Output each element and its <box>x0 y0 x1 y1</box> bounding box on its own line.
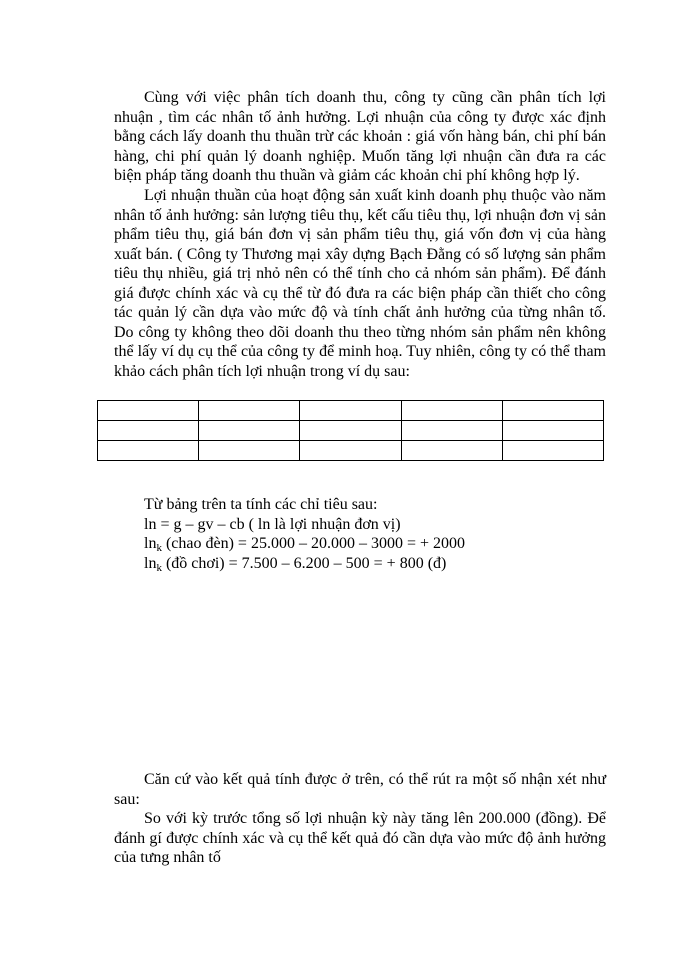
calc-lamp-profit <box>144 534 584 554</box>
table-cell <box>300 401 401 421</box>
table-cell <box>502 441 603 461</box>
table-row <box>98 441 604 461</box>
table-cell <box>300 421 401 441</box>
table-cell <box>98 401 199 421</box>
calc-toy-symbol: ln <box>144 554 157 572</box>
calc-toy-subscript: k <box>156 561 162 574</box>
unit-profit-formula: ln = g – gv – cb ( ln là lợi nhuận đơn vị) <box>144 515 401 533</box>
table-cell <box>199 421 300 441</box>
table-cell <box>199 401 300 421</box>
calc-lamp-symbol: ln <box>144 535 157 552</box>
table-row <box>98 421 604 441</box>
paragraph-profit-factors: Lợi nhuận thuần của hoạt động sản xuất kinh doanh phụ thuộc vào năm nhân tố ảnh hưởng: sản lượng tiêu thụ, kết cấu tiêu thụ, lợi nhuận đơn vị sản phẩm tiêu thụ, giá bán đơn vị sản phẩm tiêu thụ, giá vốn đơn vị của hàng xuất bán. ( Công ty Thương mại xây dựng Bạch Đằng có số lượng sản phẩm tiêu thụ nhiều, giá trị nhỏ nên có thể tính cho cả nhóm sản phẩm). Để đánh giá được chính xác và cụ thể từ đó đưa ra các biện pháp cần thiết cho công tác quản lý cần dựa vào mức độ và tính chất ảnh hưởng của từng nhân tố. Do công ty không theo dõi doanh thu theo từng nhóm sản phẩm nên không thể lấy ví dụ cụ thể của công ty để minh hoạ. Tuy nhiên, công ty có thể tham khảo cách phân tích lợi nhuận trong ví dụ sau: <box>114 187 606 380</box>
calculation-block <box>144 495 584 573</box>
table-cell <box>300 441 401 461</box>
calc-toy-expression: (đồ chơi) = 7.500 – 6.200 – 500 = + 800 (đ) <box>161 554 447 572</box>
table-cell <box>401 401 502 421</box>
table-cell <box>401 441 502 461</box>
calculation-intro: Từ bảng trên ta tính các chỉ tiêu sau: <box>144 496 378 513</box>
data-table-grid <box>97 400 604 461</box>
table-row <box>98 401 604 421</box>
table-cell <box>401 421 502 441</box>
paragraph-conclusion-detail: So với kỳ trước tổng số lợi nhuận kỳ này tăng lên 200.000 (đồng). Để đánh gí được chính xác và cụ thể kết quả đó cần dựa vào mức độ ảnh hưởng của tưng nhân tố <box>114 810 606 866</box>
calc-toy-profit <box>144 554 584 574</box>
paragraph-conclusion-intro: Căn cứ vào kết quả tính được ở trên, có thể rút ra một số nhận xét như sau: <box>114 771 606 808</box>
table-cell <box>502 401 603 421</box>
calc-lamp-subscript: k <box>156 542 162 554</box>
table-cell <box>502 421 603 441</box>
paragraph-profit-analysis-intro: Cùng với việc phân tích doanh thu, công ty cũng cần phân tích lợi nhuận , tìm các nhân tố ảnh hưởng. Lợi nhuận của công ty được xác định bằng cách lấy doanh thu thuần trừ các khoản : giá vốn hàng bán, chi phí bán hàng, chi phí quản lý doanh nghiệp. Muốn tăng lợi nhuận cần đưa ra các biện pháp tăng doanh thu thuần và giảm các khoản chi phí không hợp lý. <box>114 89 606 184</box>
example-table <box>97 400 604 460</box>
calc-lamp-expression: (chao đèn) = 25.000 – 20.000 – 3000 = + 2000 <box>161 535 465 552</box>
table-cell <box>98 441 199 461</box>
table-cell <box>199 441 300 461</box>
table-cell <box>98 421 199 441</box>
